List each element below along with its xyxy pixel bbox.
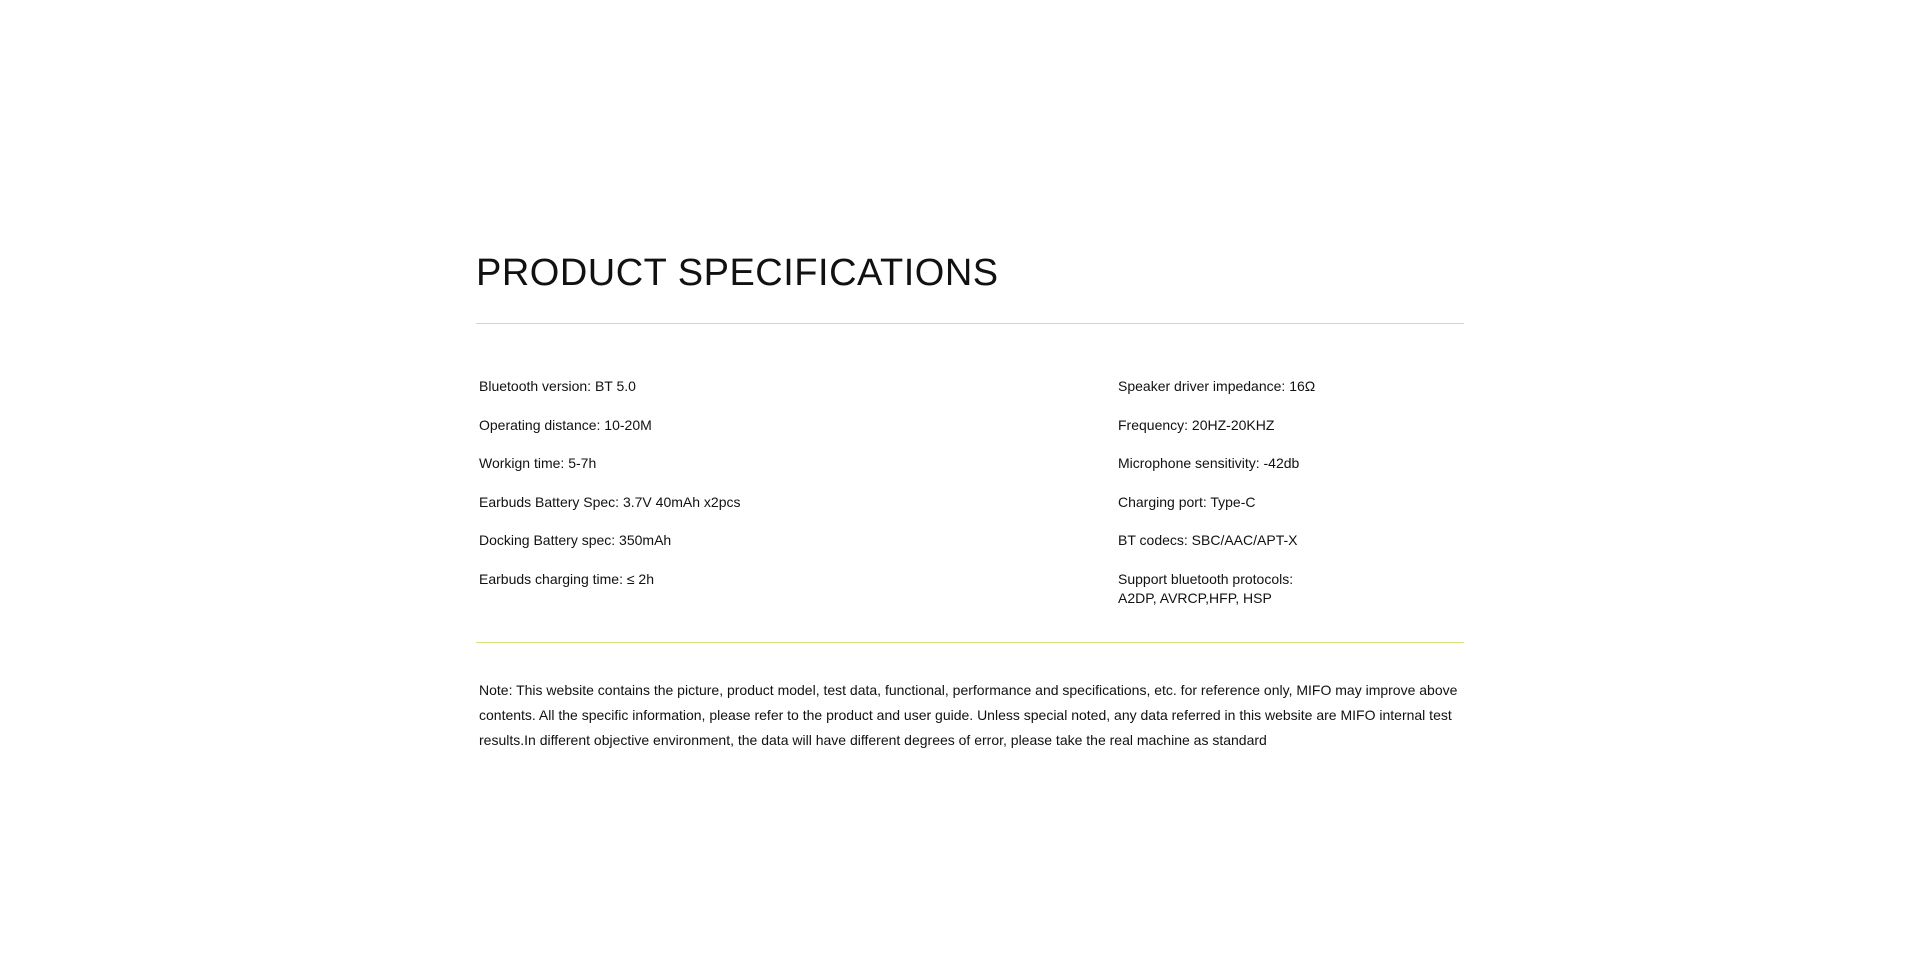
product-specifications-section	[476, 250, 1464, 753]
spec-speaker-impedance: Speaker driver impedance: 16Ω	[1118, 378, 1316, 394]
spec-bluetooth-protocols-label: Support bluetooth protocols:	[1118, 570, 1294, 587]
spec-docking-battery: Docking Battery spec: 350mAh	[479, 532, 672, 548]
disclaimer-note: Note: This website contains the picture, product model, test data, functional, performance and specifications, etc. for reference only, MIFO may improve above contents. All the specific information, please refer to the product and user guide. Unless special noted, any data referred in this website are MIFO internal test results.In different objective environment, the data will have different degrees of error, please take the real machine as standard	[479, 682, 1458, 748]
specs-right-column	[1118, 377, 1458, 627]
spec-microphone-sensitivity: Microphone sensitivity: -42db	[1118, 455, 1300, 471]
spec-frequency: Frequency: 20HZ-20KHZ	[1118, 416, 1275, 433]
spec-bluetooth-version: Bluetooth version: BT 5.0	[479, 378, 636, 394]
spec-charging-port: Charging port: Type-C	[1118, 493, 1256, 510]
specs-left-column	[479, 377, 1079, 608]
spec-bluetooth-protocols-value: A2DP, AVRCP,HFP, HSP	[1118, 589, 1272, 606]
spec-earbuds-battery: Earbuds Battery Spec: 3.7V 40mAh x2pcs	[479, 493, 741, 510]
spec-charging-time: Earbuds charging time: ≤ 2h	[479, 570, 654, 587]
spec-bt-codecs: BT codecs: SBC/AAC/APT-X	[1118, 532, 1298, 548]
spec-bluetooth-protocols	[1118, 570, 1458, 608]
spec-working-time: Workign time: 5-7h	[479, 455, 597, 471]
specs-grid	[476, 324, 1464, 642]
spec-operating-distance: Operating distance: 10-20M	[479, 416, 652, 433]
page-title: PRODUCT SPECIFICATIONS	[476, 252, 999, 294]
